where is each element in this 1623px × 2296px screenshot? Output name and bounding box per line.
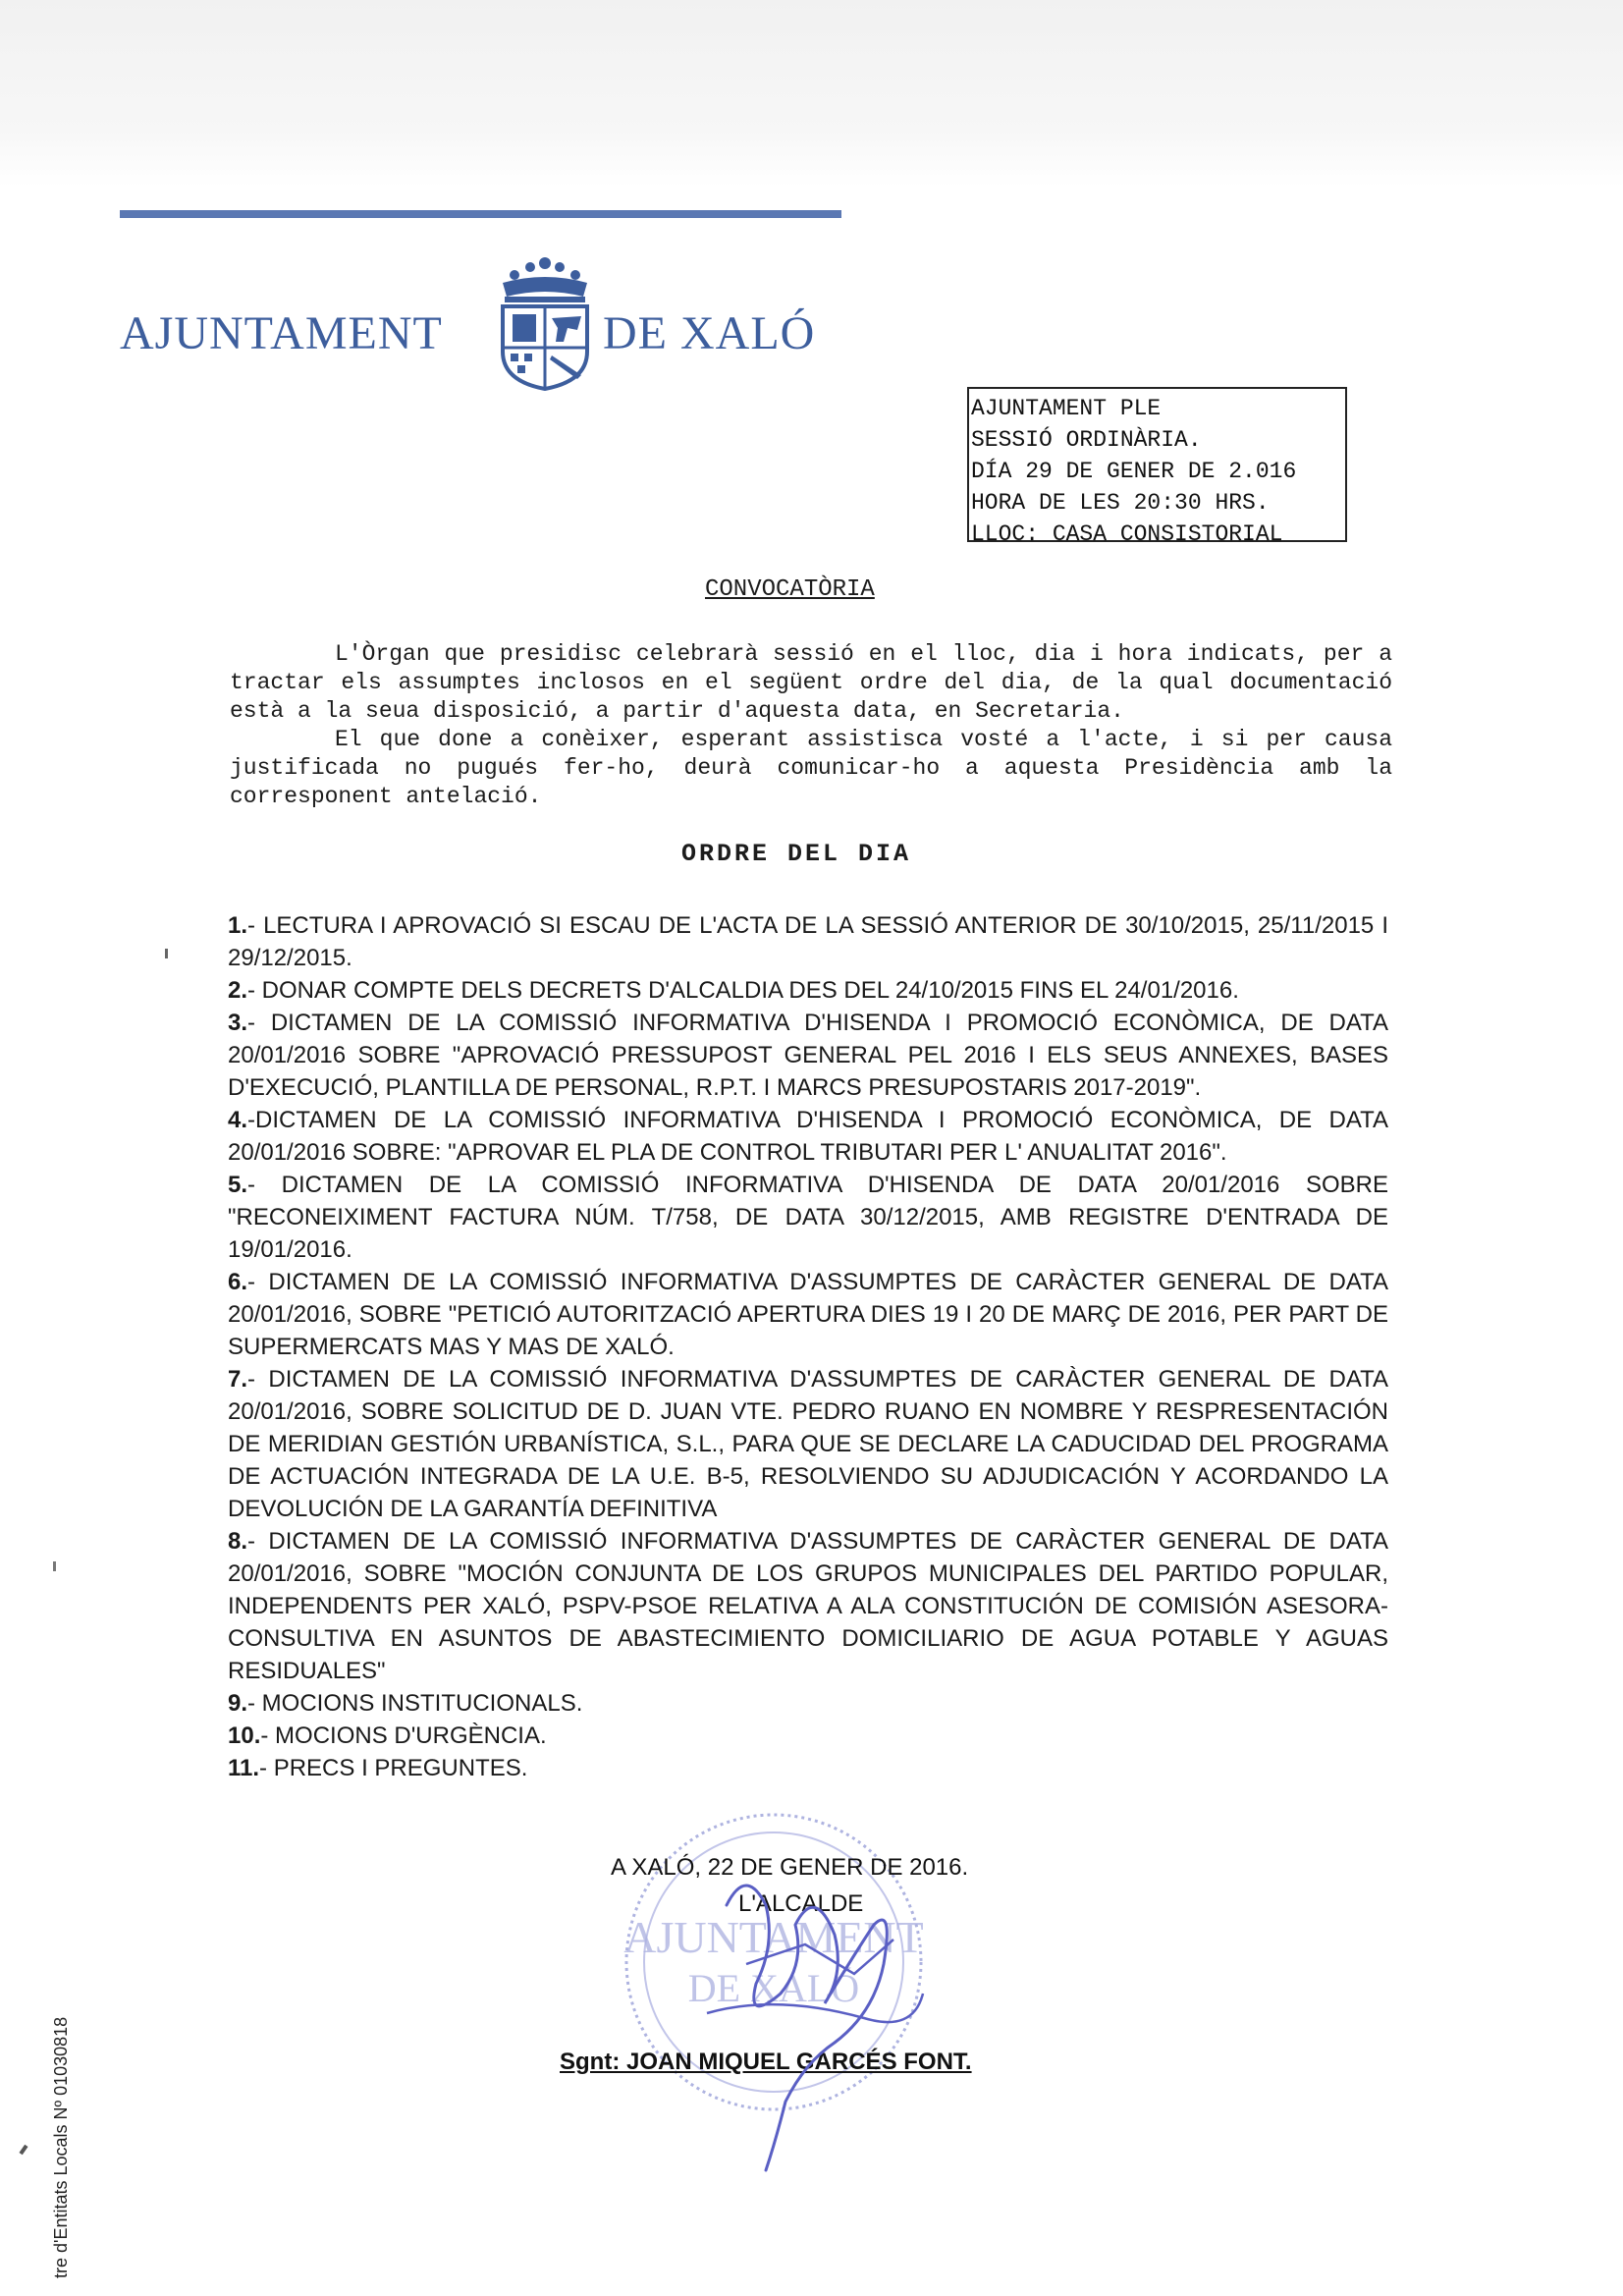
agenda-item-text: - MOCIONS D'URGÈNCIA.: [260, 1722, 547, 1749]
agenda-item: [228, 1363, 1388, 1525]
intro-text: [230, 640, 1392, 811]
agenda-item: [228, 909, 1388, 974]
session-time-line: HORA DE LES 20:30 HRS.: [971, 490, 1270, 516]
agenda-item-number: 7.: [228, 1366, 248, 1393]
seal-text: DE XALÓ: [687, 1966, 860, 2010]
agenda-item-text: - DICTAMEN DE LA COMISSIÓ INFORMATIVA D'ASSUMPTES DE CARÀCTER GENERAL DE DATA 20/01/2016, SOBRE "MOCIÓN CONJUNTA DE LOS GRUPOS MUNICIPALES DEL PARTIDO POPULAR, INDEPENDENTS PER XALÓ, PSPV-PSOE RELATIVA A ALA CONSTITUCIÓN DE COMISIÓN ASESORA-CONSULTIVA EN ASUNTOS DE ABASTECIMIENTO DOMICILIARIO DE AGUA POTABLE Y AGUAS RESIDUALES": [228, 1528, 1388, 1684]
signature-role: L'ALCALDE: [738, 1890, 864, 1917]
session-place-line: LLOC: CASA CONSISTORIAL: [971, 521, 1283, 547]
coat-of-arms-icon: [495, 257, 595, 391]
scan-speck: [19, 2145, 27, 2155]
agenda-list: [228, 909, 1388, 1784]
agenda-item-number: 2.: [228, 977, 248, 1004]
agenda-item-number: 4.: [228, 1107, 248, 1133]
agenda-item-text: - DICTAMEN DE LA COMISSIÓ INFORMATIVA D'HISENDA I PROMOCIÓ ECONÒMICA, DE DATA 20/01/2016 SOBRE "APROVACIÓ PRESSUPOST GENERAL PEL 2016 I ELS SEUS ANNEXES, BASES D'EXECUCIÓ, PLANTILLA DE PERSONAL, R.P.T. I MARCS PRESUPOSTARIS 2017-2019".: [228, 1010, 1388, 1101]
agenda-item-text: - PRECS I PREGUNTES.: [259, 1755, 528, 1781]
agenda-item-number: 1.: [228, 912, 248, 939]
agenda-item-number: 5.: [228, 1172, 248, 1198]
agenda-item-number: 11.: [228, 1755, 260, 1781]
intro-paragraph: El que done a conèixer, esperant assistisca vosté a l'acte, i si per causa justificada no pugués fer-ho, deurà comunicar-ho a aquesta Presidència amb la corresponent antelació.: [230, 727, 1392, 809]
session-type-line: SESSIÓ ORDINÀRIA.: [971, 427, 1202, 453]
agenda-item-text: - LECTURA I APROVACIÓ SI ESCAU DE L'ACTA DE LA SESSIÓ ANTERIOR DE 30/10/2015, 25/11/2015 I 29/12/2015.: [228, 912, 1388, 971]
intro-paragraph: L'Òrgan que presidisc celebrarà sessió en el lloc, dia i hora indicats, per a tractar els assumptes inclosos en el següent ordre del dia, de la qual documentació està a la seua disposició, a partir d'aquesta data, en Secretaria.: [230, 641, 1392, 724]
letterhead-name-left: AJUNTAMENT: [120, 307, 443, 359]
session-body-line: AJUNTAMENT PLE: [971, 396, 1162, 421]
letterhead-rule: [120, 210, 841, 218]
agenda-item-number: 8.: [228, 1528, 248, 1555]
session-date-line: DÍA 29 DE GENER DE 2.016: [971, 459, 1297, 484]
session-info-box: [967, 387, 1347, 547]
registry-margin-note: tre d'Entitats Locals Nº 01030818: [51, 2016, 71, 2278]
signer-name: Sgnt: JOAN MIQUEL GARCÉS FONT.: [560, 2049, 972, 2075]
scan-speck: [165, 949, 168, 958]
agenda-item-number: 6.: [228, 1269, 248, 1295]
agenda-item-text: - DONAR COMPTE DELS DECRETS D'ALCALDIA DES DEL 24/10/2015 FINS EL 24/01/2016.: [247, 977, 1239, 1004]
seal-text: AJUNTAMENT: [623, 1912, 924, 1962]
agenda-item: [228, 1007, 1388, 1104]
scan-speck: [53, 1561, 56, 1571]
agenda-item-text: - DICTAMEN DE LA COMISSIÓ INFORMATIVA D'ASSUMPTES DE CARÀCTER GENERAL DE DATA 20/01/2016, SOBRE "PETICIÓ AUTORITZACIÓ APERTURA DIES 19 I 20 DE MARÇ DE 2016, PER PART DE SUPERMERCATS MAS Y MAS DE XALÓ.: [228, 1269, 1388, 1360]
agenda-title: ORDRE DEL DIA: [681, 840, 912, 868]
agenda-item: [228, 1266, 1388, 1363]
agenda-item-text: - DICTAMEN DE LA COMISSIÓ INFORMATIVA D'HISENDA DE DATA 20/01/2016 SOBRE "RECONEIXIMENT FACTURA NÚM. T/758, DE DATA 30/12/2015, AMB REGISTRE D'ENTRADA DE 19/01/2016.: [228, 1172, 1388, 1263]
agenda-item-text: -DICTAMEN DE LA COMISSIÓ INFORMATIVA D'HISENDA I PROMOCIÓ ECONÒMICA, DE DATA 20/01/2016 SOBRE: "APROVAR EL PLA DE CONTROL TRIBUTARI PER L' ANUALITAT 2016".: [228, 1107, 1388, 1166]
scan-top-shading: [0, 0, 1623, 187]
agenda-item-text: - DICTAMEN DE LA COMISSIÓ INFORMATIVA D'ASSUMPTES DE CARÀCTER GENERAL DE DATA 20/01/2016, SOBRE SOLICITUD DE D. JUAN VTE. PEDRO RUANO EN NOMBRE Y RESPRESENTACIÓN DE MERIDIAN GESTIÓN URBANÍSTICA, S.L., PARA QUE SE DECLARE LA CADUCIDAD DEL PROGRAMA DE ACTUACIÓN INTEGRADA DE LA U.E. B-5, RESOLVIENDO SU ADJUDICACIÓN Y ACORDANDO LA DEVOLUCIÓN DE LA GARANTÍA DEFINITIVA: [228, 1366, 1388, 1522]
agenda-item: [228, 1525, 1388, 1687]
document-heading: CONVOCATÒRIA: [705, 576, 875, 603]
agenda-item-number: 10.: [228, 1722, 261, 1749]
letterhead-name-right: DE XALÓ: [603, 307, 816, 359]
agenda-item: [228, 1752, 1388, 1784]
agenda-item: [228, 1104, 1388, 1169]
agenda-item-number: 9.: [228, 1690, 248, 1717]
agenda-item: [228, 1720, 1388, 1752]
agenda-item-number: 3.: [228, 1010, 248, 1036]
agenda-item-text: - MOCIONS INSTITUCIONALS.: [247, 1690, 583, 1717]
agenda-item: [228, 974, 1388, 1007]
handwritten-signature-icon: [687, 1846, 943, 2180]
signature-date: A XALÓ, 22 DE GENER DE 2016.: [611, 1854, 969, 1881]
agenda-item: [228, 1687, 1388, 1720]
agenda-item: [228, 1169, 1388, 1266]
